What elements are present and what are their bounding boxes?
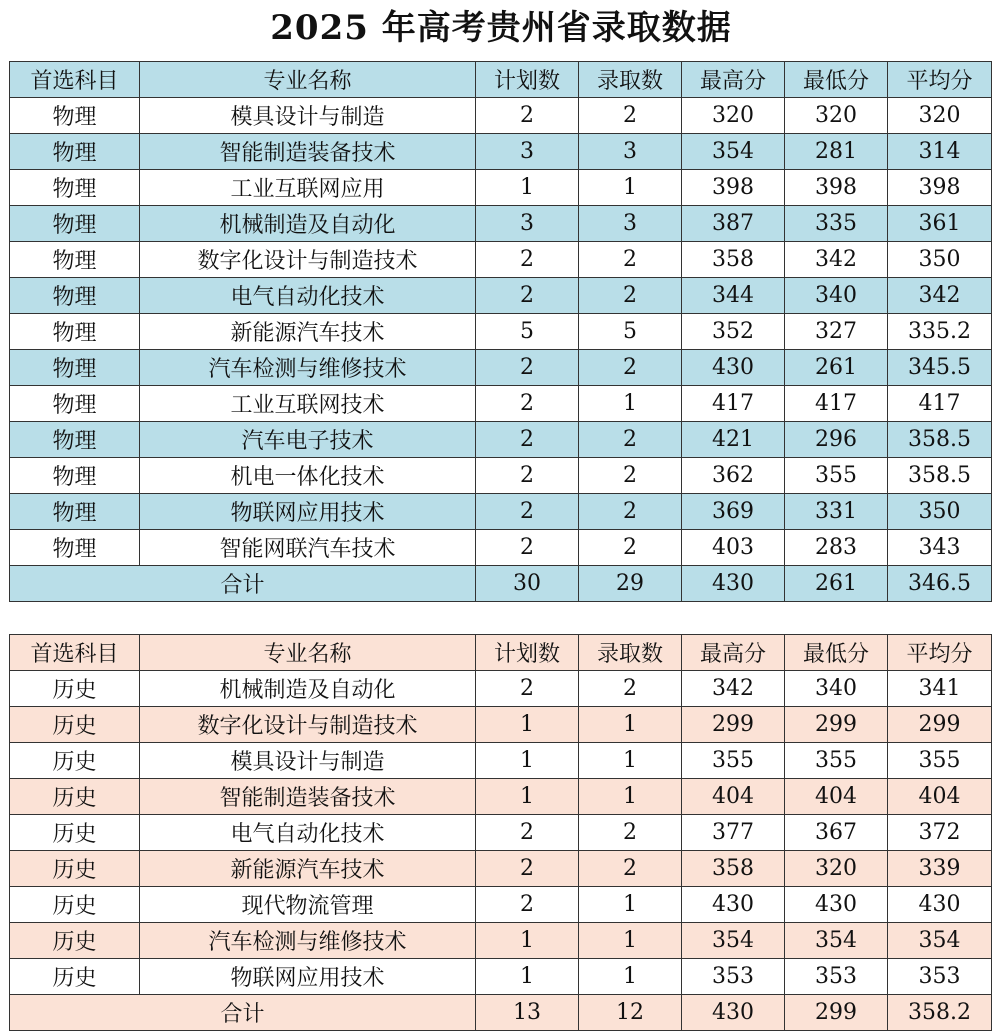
table-cell: 物理 [10, 422, 140, 458]
table-cell: 283 [785, 530, 888, 566]
table-cell: 1 [579, 170, 682, 206]
table-cell: 2 [476, 458, 579, 494]
table-cell: 3 [476, 134, 579, 170]
history-admission-table [9, 634, 992, 1031]
table-cell: 物理 [10, 494, 140, 530]
table-cell: 历史 [10, 707, 140, 743]
total-cell: 30 [476, 566, 579, 602]
table-cell: 历史 [10, 887, 140, 923]
table-cell: 物理 [10, 206, 140, 242]
table-cell: 物理 [10, 350, 140, 386]
column-header: 最高分 [682, 635, 785, 671]
table-cell: 历史 [10, 851, 140, 887]
table-cell: 335 [785, 206, 888, 242]
table-cell: 2 [476, 671, 579, 707]
table-cell: 2 [579, 458, 682, 494]
table-cell: 430 [888, 887, 992, 923]
table-cell: 355 [888, 743, 992, 779]
table-cell: 2 [579, 350, 682, 386]
table-cell: 417 [682, 386, 785, 422]
total-cell: 13 [476, 995, 579, 1031]
table-cell: 345.5 [888, 350, 992, 386]
table-row [10, 671, 992, 707]
table-cell: 新能源汽车技术 [140, 851, 476, 887]
table-cell: 3 [476, 206, 579, 242]
table-cell: 1 [579, 923, 682, 959]
table-row [10, 707, 992, 743]
column-header: 录取数 [579, 62, 682, 98]
table-cell: 1 [579, 887, 682, 923]
table-cell: 汽车检测与维修技术 [140, 923, 476, 959]
table-cell: 361 [888, 206, 992, 242]
table-cell: 现代物流管理 [140, 887, 476, 923]
table-cell: 281 [785, 134, 888, 170]
table-cell: 机械制造及自动化 [140, 206, 476, 242]
table-cell: 工业互联网应用 [140, 170, 476, 206]
table-cell: 353 [785, 959, 888, 995]
table-cell: 355 [682, 743, 785, 779]
table-cell: 2 [579, 494, 682, 530]
table-cell: 物理 [10, 386, 140, 422]
table-row [10, 422, 992, 458]
table-cell: 1 [579, 743, 682, 779]
column-header: 专业名称 [140, 635, 476, 671]
total-row [10, 566, 992, 602]
table-cell: 机电一体化技术 [140, 458, 476, 494]
table-cell: 物理 [10, 314, 140, 350]
total-cell: 261 [785, 566, 888, 602]
table-cell: 358 [682, 851, 785, 887]
table-cell: 353 [888, 959, 992, 995]
table-cell: 358.5 [888, 422, 992, 458]
table-cell: 340 [785, 671, 888, 707]
table-cell: 工业互联网技术 [140, 386, 476, 422]
table-cell: 智能网联汽车技术 [140, 530, 476, 566]
table-row [10, 350, 992, 386]
table-cell: 342 [682, 671, 785, 707]
table-cell: 物理 [10, 134, 140, 170]
table-cell: 2 [579, 671, 682, 707]
table-cell: 物理 [10, 530, 140, 566]
table-cell: 403 [682, 530, 785, 566]
total-cell: 346.5 [888, 566, 992, 602]
table-cell: 350 [888, 242, 992, 278]
table-cell: 数字化设计与制造技术 [140, 242, 476, 278]
column-header: 最低分 [785, 635, 888, 671]
total-cell: 358.2 [888, 995, 992, 1031]
table-row [10, 170, 992, 206]
table-cell: 398 [682, 170, 785, 206]
table-cell: 2 [476, 815, 579, 851]
table-cell: 342 [785, 242, 888, 278]
table-cell: 352 [682, 314, 785, 350]
table-cell: 2 [579, 278, 682, 314]
table-cell: 404 [888, 779, 992, 815]
table-cell: 2 [579, 815, 682, 851]
table-row [10, 206, 992, 242]
table-header-row [10, 635, 992, 671]
table-cell: 1 [579, 779, 682, 815]
table-cell: 电气自动化技术 [140, 815, 476, 851]
table-cell: 物理 [10, 242, 140, 278]
column-header: 最高分 [682, 62, 785, 98]
total-label: 合计 [10, 995, 476, 1031]
table-cell: 362 [682, 458, 785, 494]
table-cell: 344 [682, 278, 785, 314]
table-cell: 358.5 [888, 458, 992, 494]
column-header: 计划数 [476, 635, 579, 671]
table-row [10, 779, 992, 815]
column-header: 专业名称 [140, 62, 476, 98]
table-cell: 1 [579, 386, 682, 422]
table-row [10, 887, 992, 923]
table-cell: 2 [476, 98, 579, 134]
table-cell: 1 [476, 170, 579, 206]
table-cell: 1 [476, 959, 579, 995]
table-cell: 3 [579, 206, 682, 242]
table-cell: 417 [785, 386, 888, 422]
table-cell: 327 [785, 314, 888, 350]
table-cell: 299 [888, 707, 992, 743]
table-cell: 历史 [10, 959, 140, 995]
table-cell: 模具设计与制造 [140, 98, 476, 134]
table-cell: 354 [682, 923, 785, 959]
table-cell: 历史 [10, 671, 140, 707]
table-cell: 5 [476, 314, 579, 350]
table-cell: 261 [785, 350, 888, 386]
table-cell: 物理 [10, 170, 140, 206]
table-cell: 数字化设计与制造技术 [140, 707, 476, 743]
table-cell: 377 [682, 815, 785, 851]
table-row [10, 314, 992, 350]
table-cell: 模具设计与制造 [140, 743, 476, 779]
table-cell: 2 [476, 887, 579, 923]
table-cell: 404 [785, 779, 888, 815]
total-cell: 29 [579, 566, 682, 602]
total-label: 合计 [10, 566, 476, 602]
table-cell: 1 [579, 959, 682, 995]
table-cell: 398 [785, 170, 888, 206]
table-cell: 物联网应用技术 [140, 494, 476, 530]
table-cell: 5 [579, 314, 682, 350]
table-row [10, 851, 992, 887]
table-cell: 物理 [10, 458, 140, 494]
table-cell: 2 [476, 278, 579, 314]
column-header: 首选科目 [10, 62, 140, 98]
table-cell: 320 [785, 851, 888, 887]
column-header: 平均分 [888, 62, 992, 98]
table-cell: 430 [682, 887, 785, 923]
table-cell: 417 [888, 386, 992, 422]
table-row [10, 530, 992, 566]
table-cell: 355 [785, 458, 888, 494]
table-cell: 320 [785, 98, 888, 134]
table-cell: 398 [888, 170, 992, 206]
total-cell: 430 [682, 566, 785, 602]
table-row [10, 98, 992, 134]
table-cell: 汽车检测与维修技术 [140, 350, 476, 386]
table-cell: 354 [888, 923, 992, 959]
table-cell: 1 [476, 707, 579, 743]
table-cell: 320 [682, 98, 785, 134]
table-row [10, 923, 992, 959]
table-cell: 342 [888, 278, 992, 314]
table-cell: 智能制造装备技术 [140, 779, 476, 815]
table-cell: 2 [579, 422, 682, 458]
table-cell: 物联网应用技术 [140, 959, 476, 995]
table-cell: 2 [579, 242, 682, 278]
table-cell: 历史 [10, 743, 140, 779]
table-cell: 430 [682, 350, 785, 386]
table-cell: 智能制造装备技术 [140, 134, 476, 170]
table-cell: 350 [888, 494, 992, 530]
table-cell: 1 [476, 779, 579, 815]
table-row [10, 959, 992, 995]
table-cell: 372 [888, 815, 992, 851]
table-row [10, 815, 992, 851]
column-header: 录取数 [579, 635, 682, 671]
table-cell: 353 [682, 959, 785, 995]
physics-admission-table [9, 61, 992, 602]
table-cell: 369 [682, 494, 785, 530]
table-cell: 2 [476, 422, 579, 458]
table-cell: 1 [476, 923, 579, 959]
table-header-row [10, 62, 992, 98]
table-row [10, 743, 992, 779]
table-cell: 354 [682, 134, 785, 170]
table-cell: 314 [888, 134, 992, 170]
table-cell: 3 [579, 134, 682, 170]
table-cell: 物理 [10, 278, 140, 314]
table-cell: 2 [476, 851, 579, 887]
table-row [10, 242, 992, 278]
table-cell: 电气自动化技术 [140, 278, 476, 314]
column-header: 最低分 [785, 62, 888, 98]
table-cell: 新能源汽车技术 [140, 314, 476, 350]
page-title: 2025 年高考贵州省录取数据 [270, 8, 732, 48]
table-cell: 341 [888, 671, 992, 707]
table-row [10, 494, 992, 530]
column-header: 平均分 [888, 635, 992, 671]
table-cell: 汽车电子技术 [140, 422, 476, 458]
table-cell: 387 [682, 206, 785, 242]
table-cell: 历史 [10, 923, 140, 959]
table-cell: 2 [476, 386, 579, 422]
table-cell: 367 [785, 815, 888, 851]
table-cell: 2 [476, 242, 579, 278]
table-cell: 2 [579, 98, 682, 134]
column-header: 首选科目 [10, 635, 140, 671]
table-cell: 343 [888, 530, 992, 566]
table-cell: 2 [579, 851, 682, 887]
table-cell: 299 [785, 707, 888, 743]
table-cell: 2 [476, 530, 579, 566]
table-cell: 299 [682, 707, 785, 743]
table-cell: 404 [682, 779, 785, 815]
table-row [10, 386, 992, 422]
table-cell: 296 [785, 422, 888, 458]
table-cell: 2 [476, 350, 579, 386]
table-cell: 1 [579, 707, 682, 743]
total-cell: 12 [579, 995, 682, 1031]
table-cell: 历史 [10, 815, 140, 851]
total-cell: 299 [785, 995, 888, 1031]
table-cell: 421 [682, 422, 785, 458]
column-header: 计划数 [476, 62, 579, 98]
table-cell: 430 [785, 887, 888, 923]
table-cell: 331 [785, 494, 888, 530]
table-cell: 物理 [10, 98, 140, 134]
table-cell: 335.2 [888, 314, 992, 350]
table-cell: 355 [785, 743, 888, 779]
table-cell: 机械制造及自动化 [140, 671, 476, 707]
table-cell: 1 [476, 743, 579, 779]
table-cell: 354 [785, 923, 888, 959]
table-cell: 2 [579, 530, 682, 566]
total-cell: 430 [682, 995, 785, 1031]
table-row [10, 278, 992, 314]
table-cell: 340 [785, 278, 888, 314]
table-row [10, 458, 992, 494]
table-cell: 339 [888, 851, 992, 887]
table-cell: 历史 [10, 779, 140, 815]
total-row [10, 995, 992, 1031]
table-cell: 320 [888, 98, 992, 134]
table-cell: 2 [476, 494, 579, 530]
table-cell: 358 [682, 242, 785, 278]
table-row [10, 134, 992, 170]
